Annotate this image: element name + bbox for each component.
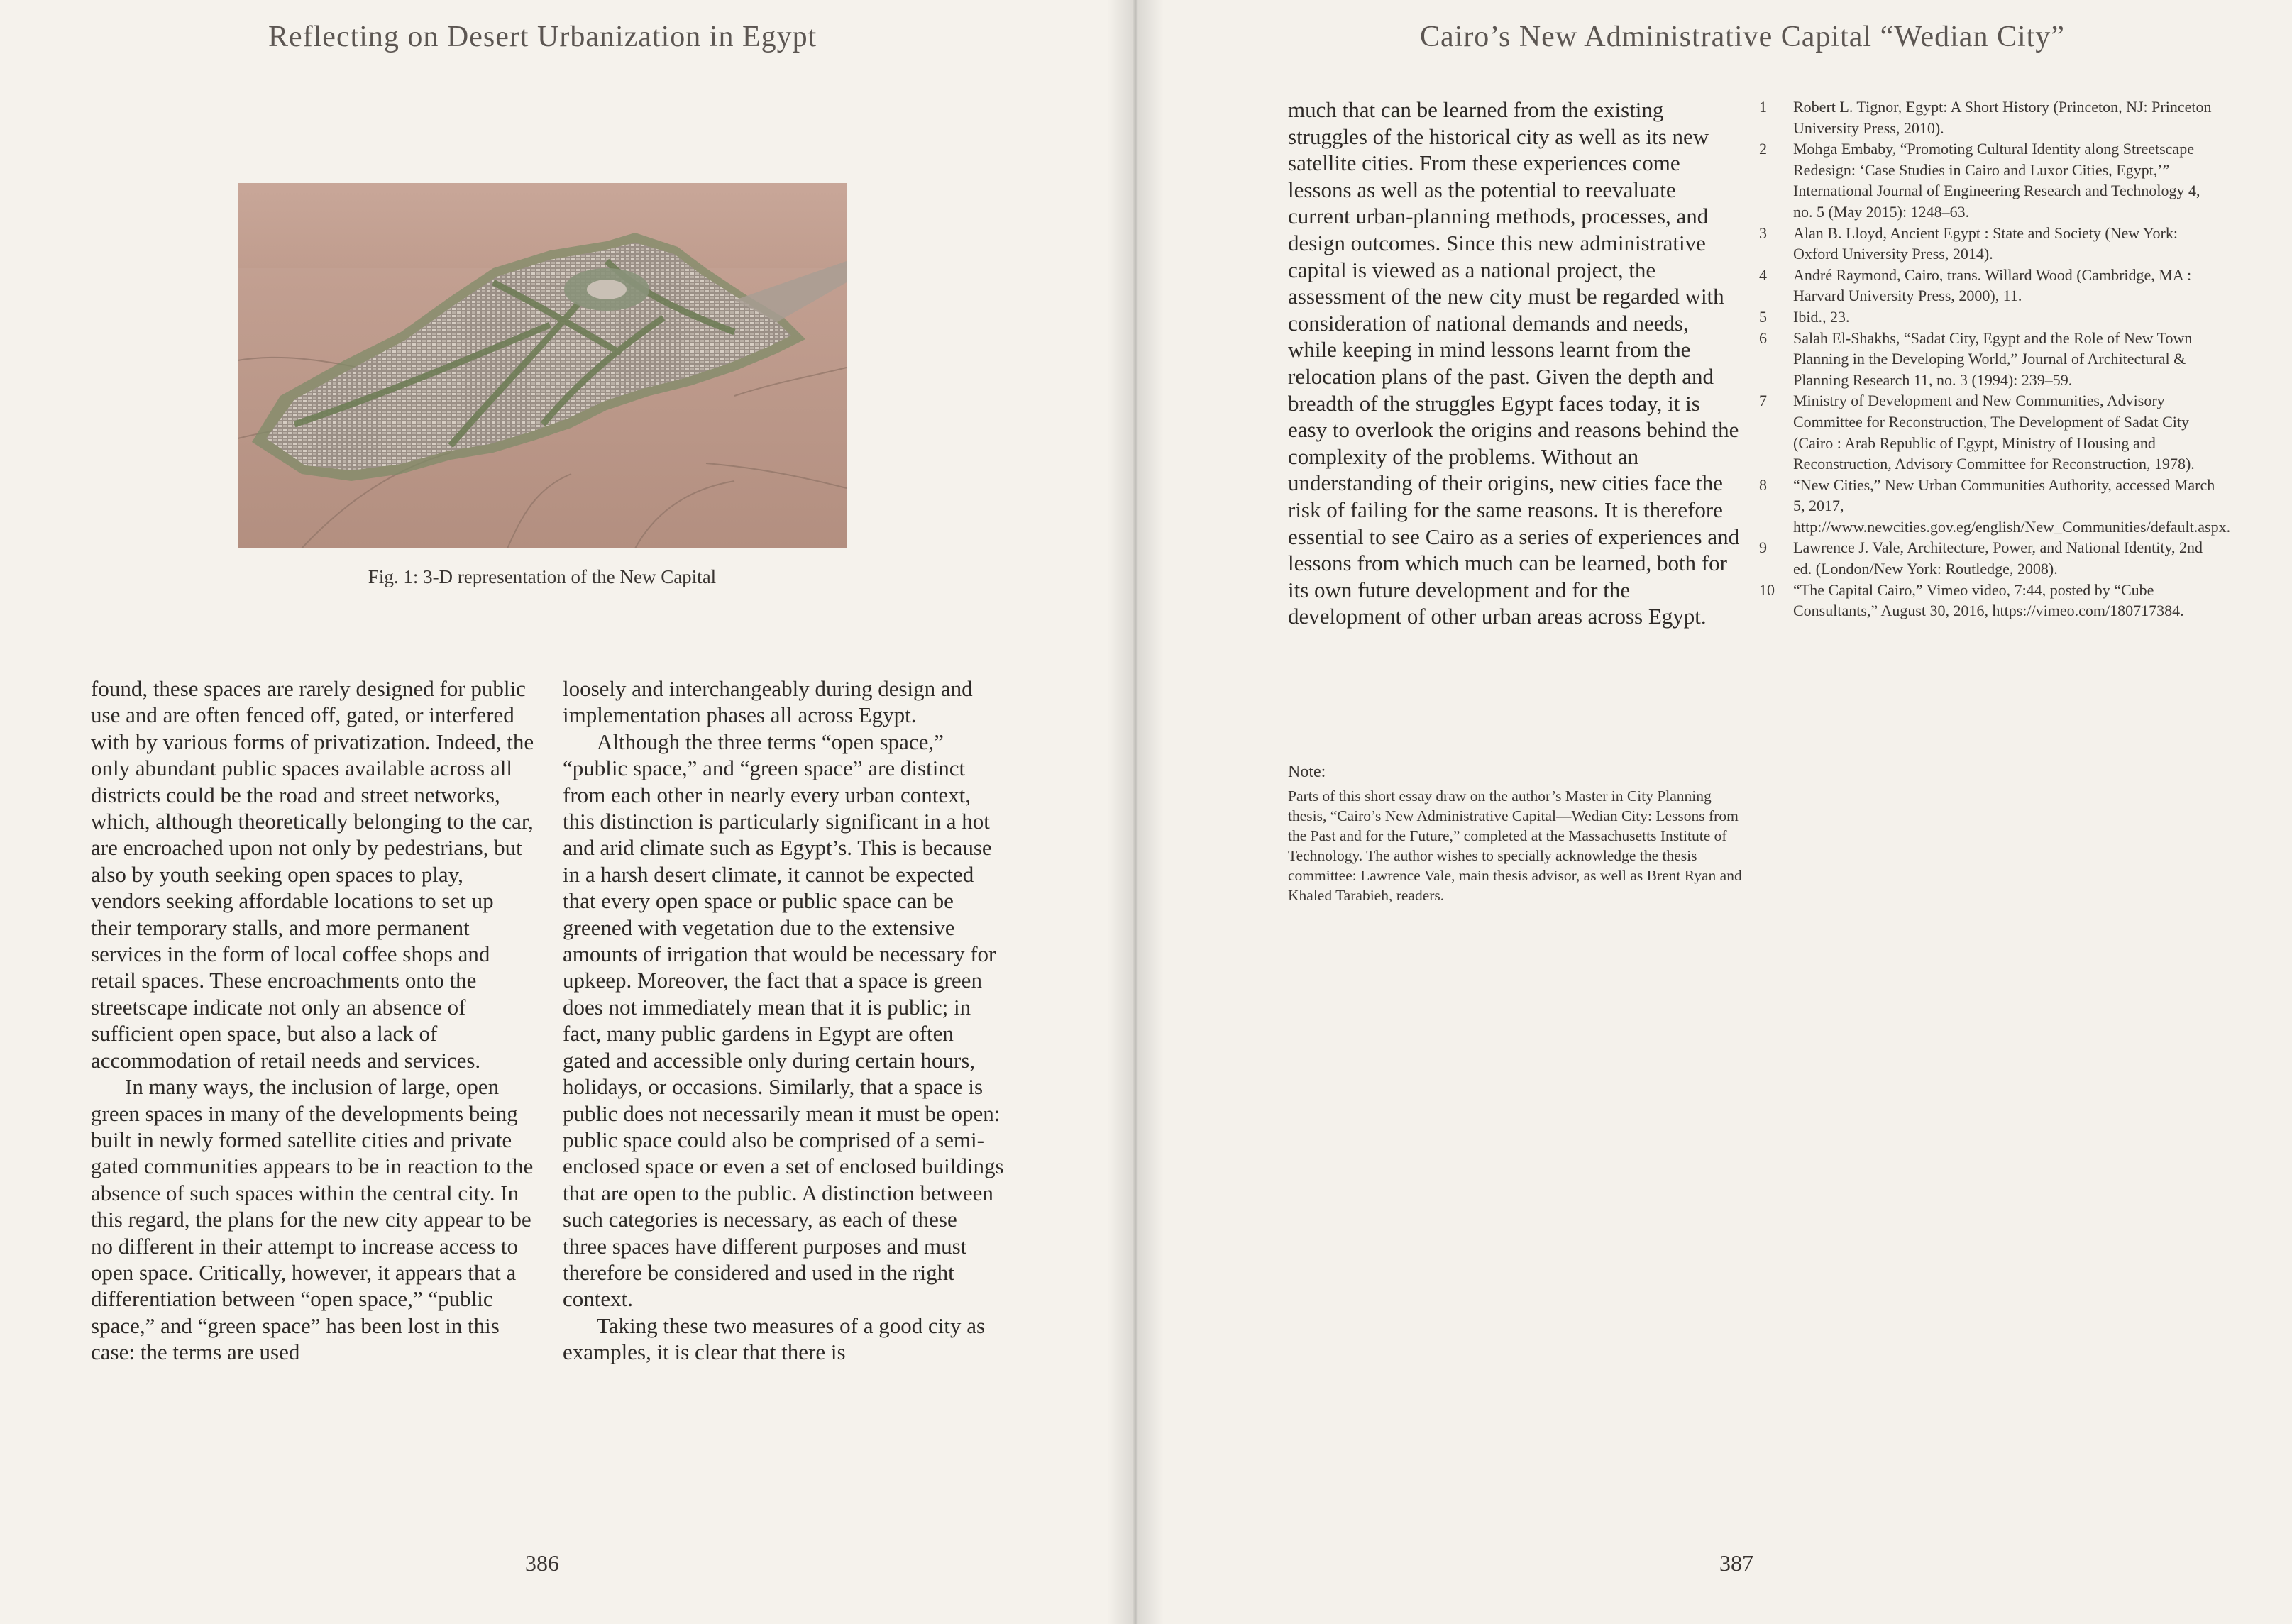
running-head-right: Cairo’s New Administrative Capital “Wedian City” bbox=[1420, 21, 2065, 53]
footnote-number: 8 bbox=[1759, 475, 1767, 494]
footnote bbox=[1756, 96, 2217, 138]
paragraph: Taking these two measures of a good city as examples, it is clear that there is bbox=[563, 1313, 986, 1365]
footnote bbox=[1756, 306, 2217, 328]
right-page bbox=[1135, 0, 2292, 1624]
footnote-number: 6 bbox=[1759, 328, 1767, 347]
footnote-text: André Raymond, Cairo, trans. Willard Wood (Cambridge, MA : Harvard University Press, 2000), 11. bbox=[1793, 265, 2192, 305]
paragraph: found, these spaces are rarely designed for public use and are often fenced off, gated, or interfered with by various forms of privatization. Indeed, the only abundant public spaces available across all districts could be the road and street networks, which, although theoretically belonging to the car, are encroached upon not only by pedestrians, but also by youth seeking open spaces to play, vendors seeking affordable locations to set up their temporary stalls, and more permanent services in the form of local coffee shops and retail spaces. These encroachments onto the streetscape indicate not only an absence of sufficient open space, but also a lack of accommodation of retail needs and services. bbox=[91, 676, 534, 1073]
footnote bbox=[1756, 138, 2217, 222]
paragraph: loosely and interchangeably during design and implementation phases all across Egypt. bbox=[563, 676, 973, 728]
footnote-text: Alan B. Lloyd, Ancient Egypt : State and Society (New York: Oxford University Press, 2014). bbox=[1793, 223, 2178, 263]
city-3d-render-image bbox=[238, 183, 847, 548]
book-gutter bbox=[1107, 0, 1164, 1624]
footnote bbox=[1756, 580, 2217, 622]
footnote bbox=[1756, 328, 2217, 391]
footnote bbox=[1756, 390, 2217, 474]
footnote-number: 1 bbox=[1759, 98, 1767, 116]
footnote-number: 9 bbox=[1759, 538, 1767, 557]
page-number-left: 386 bbox=[525, 1550, 559, 1576]
footnote-number: 4 bbox=[1759, 265, 1767, 284]
author-note bbox=[1288, 763, 1742, 905]
footnote-text: Ministry of Development and New Communities, Advisory Committee for Reconstruction, The Development of Sadat City (Cairo : Arab Republic of Egypt, Ministry of Housing and Reconstruction, Advisory Committee for Reconstruction, 1978). bbox=[1793, 392, 2195, 473]
paragraph: much that can be learned from the existing struggles of the historical city as well as its new satellite cities. From these experiences come lessons as well as the potential to reevaluate current urban-planning methods, processes, and design outcomes. Since this new administrative capital is viewed as a national project, the assessment of the new city must be regarded with consideration of national demands and needs, while keeping in mind lessons learnt from the relocation plans of the past. Given the depth and breadth of the struggles Egypt faces today, it is easy to overlook the origins and reasons behind the complexity of the problems. Without an understanding of their origins, new cities face the risk of failing for the same reasons. It is therefore essential to see Cairo as a series of experiences and lessons from which much can be learned, both for its own future development and for the development of other urban areas across Egypt. bbox=[1288, 97, 1740, 629]
figure-new-capital-render bbox=[238, 183, 847, 548]
footnotes-list bbox=[1756, 96, 2231, 622]
footnote bbox=[1756, 265, 2217, 306]
footnote-text: Ibid., 23. bbox=[1793, 307, 1850, 326]
left-column-1 bbox=[91, 675, 534, 1366]
note-title: Note: bbox=[1288, 763, 1326, 781]
page-number-right: 387 bbox=[1719, 1550, 1753, 1576]
footnote bbox=[1756, 223, 2217, 265]
footnote-text: “New Cities,” New Urban Communities Authority, accessed March 5, 2017, http://www.newcities.gov.eg/english/New_Communities/default.aspx. bbox=[1793, 475, 2231, 536]
footnote-text: Salah El-Shakhs, “Sadat City, Egypt and the Role of New Town Planning in the Developing World,” Journal of Architectural & Planning Research 11, no. 3 (1994): 239–59. bbox=[1793, 328, 2193, 389]
footnote-number: 3 bbox=[1759, 223, 1767, 242]
footnote-text: “The Capital Cairo,” Vimeo video, 7:44, posted by “Cube Consultants,” August 30, 2016, https://vimeo.com/180717384. bbox=[1793, 580, 2184, 620]
footnote bbox=[1756, 475, 2231, 538]
footnote-text: Robert L. Tignor, Egypt: A Short History (Princeton, NJ: Princeton University Press, 2010). bbox=[1793, 98, 2212, 137]
footnote-text: Mohga Embaby, “Promoting Cultural Identity along Streetscape Redesign: ‘Case Studies in Cairo and Luxor Cities, Egypt,’” International Journal of Engineering Research and Technology 4, no. 5 (May 2015): 1248–63. bbox=[1793, 140, 2200, 221]
footnote-number: 2 bbox=[1759, 140, 1767, 158]
running-head-left: Reflecting on Desert Urbanization in Egypt bbox=[268, 21, 817, 53]
footnote-number: 7 bbox=[1759, 392, 1767, 410]
footnote-number: 5 bbox=[1759, 307, 1767, 326]
note-body: Parts of this short essay draw on the author’s Master in City Planning thesis, “Cairo’s New Administrative Capital—Wedian City: Lessons from the Past and for the Future,” completed at the Massachusetts Institute of Technology. The author wishes to specially acknowledge the thesis committee: Lawrence Vale, main thesis advisor, as well as Brent Ryan and Khaled Tarabieh, readers. bbox=[1288, 788, 1742, 904]
footnote bbox=[1756, 537, 2217, 579]
footnote-number: 10 bbox=[1759, 580, 1775, 599]
right-column-body bbox=[1288, 96, 1742, 630]
figure-caption: Fig. 1: 3-D representation of the New Capital bbox=[368, 566, 717, 587]
paragraph: Although the three terms “open space,” “public space,” and “green space” are distinct from each other in nearly every urban context, this distinction is particularly significant in a hot and arid climate such as Egypt’s. This is because in a harsh desert climate, it cannot be expected that every open space or public space can be greened with vegetation due to the extensive amounts of irrigation that would be necessary for upkeep. Moreover, the fact that a space is green does not immediately mean that it is public; in fact, many public gardens in Egypt are often gated and accessible only during certain hours, holidays, or occasions. Similarly, that a space is public does not necessarily mean it must be open: public space could also be comprised of a semi-enclosed space or even a set of enclosed buildings that are open to the public. A distinction between such categories is necessary, as each of these three spaces have different purposes and must therefore be considered and used in the right context. bbox=[563, 729, 1004, 1312]
paragraph: In many ways, the inclusion of large, open green spaces in many of the developments being built in newly formed satellite cities and private gated communities appears to be in reaction to the absence of such spaces within the central city. In this regard, the plans for the new city appear to be no different in their attempt to increase access to open space. Critically, however, it appears that a differentiation between “open space,” “public space,” and “green space” has been lost in this case: the terms are used bbox=[91, 1074, 534, 1365]
left-page bbox=[0, 0, 1135, 1624]
footnote-text: Lawrence J. Vale, Architecture, Power, and National Identity, 2nd ed. (London/New York: Routledge, 2008). bbox=[1793, 538, 2203, 578]
left-column-2 bbox=[563, 675, 1006, 1366]
